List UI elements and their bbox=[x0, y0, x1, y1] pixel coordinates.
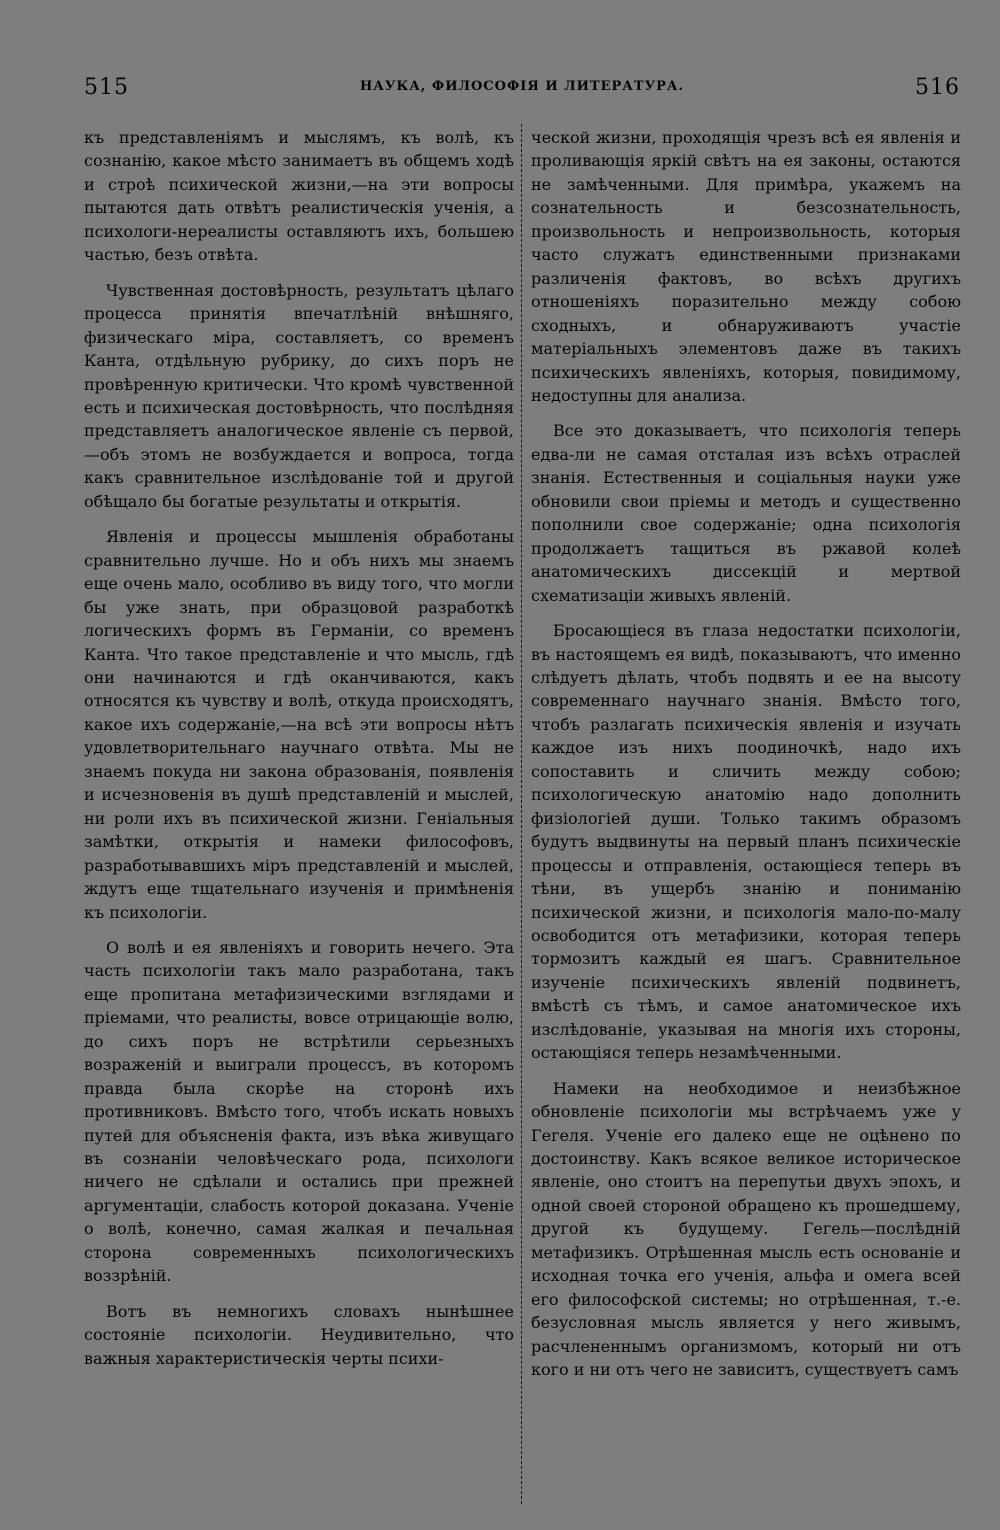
paragraph: Чувственная достовѣрность, результатъ цѣлаго процесса принятія впечатлѣній внѣшняго, физическаго міра, составляетъ, со временъ Канта, отдѣльную рубрику, до сихъ поръ не провѣренную критически. Что кромѣ чувственной есть и психическая достовѣрность, что послѣдняя представляетъ аналогическое явленіе съ первой,—объ этомъ не возбуждается и вопроса, тогда какъ сравнительное изслѣдованіе той и другой обѣщало бы богатые результаты и открытія. bbox=[84, 280, 514, 511]
page-number-right: 516 bbox=[915, 75, 960, 100]
right-column bbox=[531, 126, 961, 1382]
paragraph: Вотъ въ немногихъ словахъ нынѣшнее состояніе психологіи. Неудивительно, что важныя характеристическія черты психи- bbox=[84, 1301, 514, 1368]
paragraph: О волѣ и ея явленіяхъ и говорить нечего. Эта часть психологіи такъ мало разработана, такъ еще пропитана метафизическими взглядами и пріемами, что реалисты, вовсе отрицающіе волю, до сихъ поръ не встрѣтили серьезныхъ возраженій и выиграли процессъ, въ которомъ правда была скорѣе на сторонѣ ихъ противниковъ. Вмѣсто того, чтобъ искать новыхъ путей для объясненія факта, изъ вѣка живущаго въ сознаніи человѣческаго рода, психологи ничего не сдѣлали и остались при прежней аргументаціи, слабость которой доказана. Ученіе о волѣ, конечно, самая жалкая и печальная сторона современныхъ психологическихъ воззрѣній. bbox=[84, 937, 514, 1286]
page-number-left: 515 bbox=[84, 75, 129, 100]
paragraph: къ представленіямъ и мыслямъ, къ волѣ, къ сознанію, какое мѣсто занимаетъ въ общемъ ходѣ и строѣ психической жизни,—на эти вопросы пытаются дать отвѣтъ реалистическія ученія, а психологи-нереалисты оставляютъ ихъ, большею частью, безъ отвѣта. bbox=[84, 128, 514, 265]
paragraph: ческой жизни, проходящія чрезъ всѣ ея явленія и проливающія яркій свѣтъ на ея законы, остаются не замѣченными. Для примѣра, укажемъ на сознательность и безсознательность, произвольность и непроизвольность, которыя часто служатъ единственными признаками различенія фактовъ, во всѣхъ другихъ отношеніяхъ поразительно между собою сходныхъ, и обнаруживаютъ участіе матеріальныхъ элементовъ даже въ такихъ психическихъ явленіяхъ, которыя, повидимому, недоступны для анализа. bbox=[531, 128, 961, 405]
left-column bbox=[84, 126, 514, 1370]
paragraph: Все это доказываетъ, что психологія теперь едва-ли не самая отсталая изъ всѣхъ отраслей знанія. Естественныя и соціальныя науки уже обновили свои пріемы и методъ и существенно пополнили свое содержаніе; одна психологія продолжаетъ тащиться въ ржавой колеѣ анатомическихъ диссекцій и мертвой схематизаціи живыхъ явленій. bbox=[531, 421, 961, 605]
paragraph: Явленія и процессы мышленія обработаны сравнительно лучше. Но и объ нихъ мы знаемъ еще очень мало, особливо въ виду того, что могли бы уже знать, при образцовой разработкѣ логическихъ формъ въ Германіи, со временъ Канта. Что такое представленіе и что мысль, гдѣ они начинаются и гдѣ оканчиваются, какъ относятся къ чувству и волѣ, откуда происходятъ, какое ихъ содержаніе,—на всѣ эти вопросы нѣтъ удовлетворительнаго научнаго отвѣта. Мы не знаемъ покуда ни закона образованія, появленія и исчезновенія въ душѣ представленій и мыслей, ни роли ихъ въ психической жизни. Геніальныя замѣтки, открытія и намеки философовъ, разработывавшихъ міръ представленій и мыслей, ждутъ еще тщательнаго изученія и примѣненія къ психологіи. bbox=[84, 527, 514, 922]
paragraph: Бросающіеся въ глаза недостатки психологіи, въ настоящемъ ея видѣ, показываютъ, что именно слѣдуетъ дѣлать, чтобъ подвять и ее на высоту современнаго научнаго знанія. Вмѣсто того, чтобъ разлагать психическія явленія и изучать каждое изъ нихъ поодиночкѣ, надо ихъ сопоставить и сличить между собою; психологическую анатомію надо дополнить физіологіей души. Только такимъ образомъ будутъ выдвинуты на первый планъ психическіе процессы и отправленія, остающіеся теперь въ тѣни, въ ущербъ знанію и пониманію психической жизни, и психологія мало-по-малу освободится отъ метафизики, которая теперь тормозитъ каждый ея шагъ. Сравнительное изученіе психическихъ явленій подвинетъ, вмѣстѣ съ тѣмъ, и самое анатомическое ихъ изслѣдованіе, указывая на многія ихъ стороны, остающіяся теперь незамѣченными. bbox=[531, 621, 961, 1063]
paragraph: Намеки на необходимое и неизбѣжное обновленіе психологіи мы встрѣчаемъ уже у Гегеля. Ученіе его далеко еще не оцѣнено по достоинству. Какъ всякое великое историческое явленіе, оно стоитъ на перепутьи двухъ эпохъ, и одной своей стороной обращено къ прошедшему, другой къ будущему. Гегель—послѣдній метафизикъ. Отрѣшенная мысль есть основаніе и исходная точка его ученія, альфа и омега всей его философской системы; но отрѣшенная, т.-е. безусловная мысль является у него живымъ, расчлененнымъ организмомъ, который ни отъ кого и ни отъ чего не зависитъ, существуетъ самъ bbox=[531, 1078, 961, 1380]
running-title: НАУКА, ФИЛОСОФІЯ И ЛИТЕРАТУРА. bbox=[359, 79, 685, 94]
page-header bbox=[84, 74, 960, 104]
column-divider bbox=[521, 124, 522, 1504]
